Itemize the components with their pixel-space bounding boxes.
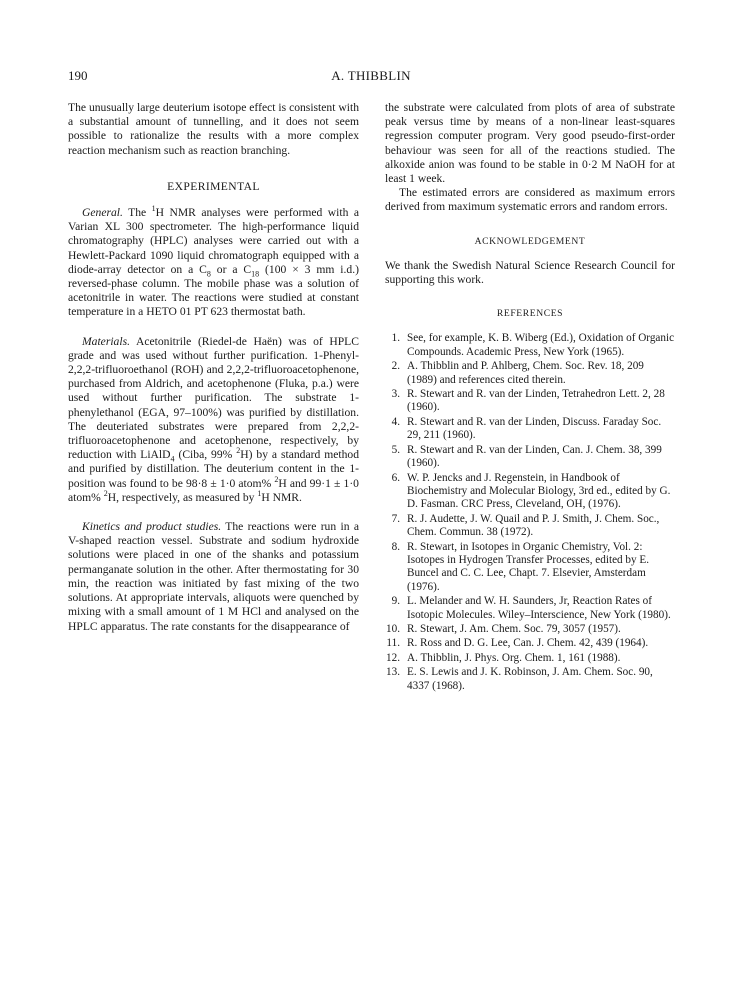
reference-item xyxy=(385,388,675,415)
kinetics-text: The reactions were run in a V-shaped reaction vessel. Substrate and sodium hydroxide solutions were placed in one of the shanks and potassium permanganate solution in the other. After thermostating for 30 min, the reaction was initiated by fast mixing of the two solutions. At appropriate intervals, aliquots were quenched by mixing with a small amount of 1 M HCl and analysed on the HPLC apparatus. The rate constants for the disappearance of xyxy=(68,520,359,633)
right-column xyxy=(385,101,675,694)
left-column xyxy=(68,101,359,634)
reference-item xyxy=(385,472,675,512)
materials-runin: Materials. xyxy=(82,334,130,348)
general-text: The xyxy=(122,206,152,220)
reference-number: 10. xyxy=(386,622,400,635)
reference-number: 6. xyxy=(391,471,400,484)
running-head: A. THIBBLIN xyxy=(331,68,411,83)
acknowledgement-text: We thank the Swedish Natural Science Research Council for supporting this work. xyxy=(385,258,675,287)
intro-paragraph: The unusually large deuterium isotope effect is consistent with a substantial amount of tunnelling, and it does not seem possible to rationalize the results with a more complex reaction mechanism such as reaction branching. xyxy=(68,101,359,157)
reference-item xyxy=(385,666,675,693)
reference-text: R. Stewart and R. van der Linden, Can. J. Chem. 38, 399 (1960). xyxy=(407,443,662,470)
reference-text: R. Stewart and R. van der Linden, Tetrahedron Lett. 2, 28 (1960). xyxy=(407,388,665,414)
errors-paragraph: The estimated errors are considered as maximum errors derived from maximum systematic errors and random errors. xyxy=(385,186,675,214)
subscript: 18 xyxy=(251,269,260,279)
reference-item xyxy=(385,541,675,595)
materials-text: Acetonitrile (Riedel-de Haën) was of HPLC grade and was used without further purification. 1-Phenyl-2,2,2-trifluoroethanol (ROH) and 2,2,2-trifluoroacetophenone, purchased from Aldrich, and acetophenone (Fluka, p.a.) were used without further purification. The substrate 1-phenylethanol (EGA, 97–100%) was purified by distillation. The deuteriated substrates were prepared from 2,2,2-trifluoroacetophenone and acetophenone, respectively, by reduction with LiAlD xyxy=(68,334,359,462)
reference-item xyxy=(385,332,675,359)
reference-item xyxy=(385,637,675,650)
kinetics-runin: Kinetics and product studies. xyxy=(82,520,222,534)
acknowledgement-heading: ACKNOWLEDGEMENT xyxy=(474,235,586,247)
subscript: 4 xyxy=(170,454,175,464)
reference-item xyxy=(385,444,675,471)
reference-item xyxy=(385,652,675,665)
reference-text: W. P. Jencks and J. Regenstein, in Handbook of Biochemistry and Molecular Biology, 3rd ed., edited by G. D. Fasman. CRC Press, Cleveland, OH, (1976). xyxy=(407,471,671,511)
reference-text: L. Melander and W. H. Saunders, Jr, Reaction Rates of Isotopic Molecules. Wiley–Interscience, New York (1980). xyxy=(407,595,671,621)
page-number: 190 xyxy=(68,68,88,83)
reference-text: R. Stewart and R. van der Linden, Discuss. Faraday Soc. 29, 211 (1960). xyxy=(407,415,662,442)
general-paragraph xyxy=(68,206,359,320)
superscript: 2 xyxy=(274,474,279,484)
reference-text: See, for example, K. B. Wiberg (Ed.), Oxidation of Organic Compounds. Academic Press, New York (1965). xyxy=(407,332,675,358)
materials-paragraph xyxy=(68,335,359,505)
page-header xyxy=(68,68,674,88)
superscript: 2 xyxy=(236,446,241,456)
reference-number: 2. xyxy=(391,360,400,373)
reference-text: A. Thibblin and P. Ahlberg, Chem. Soc. Rev. 18, 209 (1989) and references cited therein. xyxy=(407,360,644,386)
continuation-paragraph: the substrate were calculated from plots of area of substrate peak versus time by means of a non-linear least-squares regression computer program. Very good pseudo-first-order behaviour was seen for all of the reactions studied. The alkoxide anion was found to be stable in 0·2 M NaOH for at least 1 week. xyxy=(385,101,675,186)
reference-number: 5. xyxy=(391,443,400,456)
superscript: 2 xyxy=(103,489,108,499)
general-text: H NMR analyses were performed with a Varian XL 300 spectrometer. The high-performance liquid chromatography (HPLC) analyses were carried out with a Hewlett-Packard 1090 liquid chromatograph equipped with a diode-array detector on a C xyxy=(68,206,359,276)
reference-item xyxy=(385,595,675,622)
reference-number: 8. xyxy=(391,540,400,553)
general-runin: General. xyxy=(82,206,123,220)
reference-item xyxy=(385,623,675,636)
reference-item xyxy=(385,416,675,443)
materials-text: H) by a standard method and purified by distillation. The deuterium content in the 1-position was found to be 98·8 ± 1·0 atom% xyxy=(68,448,359,490)
kinetics-paragraph xyxy=(68,520,359,634)
subscript: 8 xyxy=(206,269,211,279)
materials-text: (Ciba, 99% xyxy=(174,448,237,462)
reference-number: 4. xyxy=(391,415,400,428)
reference-number: 12. xyxy=(386,651,400,664)
materials-text: H NMR. xyxy=(261,490,302,504)
reference-text: R. J. Audette, J. W. Quail and P. J. Smith, J. Chem. Soc., Chem. Commun. 38 (1972). xyxy=(407,512,660,539)
general-text: or a C xyxy=(210,262,252,276)
reference-number: 13. xyxy=(386,666,400,679)
reference-text: R. Stewart, J. Am. Chem. Soc. 79, 3057 (1957). xyxy=(407,622,621,635)
reference-item xyxy=(385,360,675,387)
reference-text: R. Ross and D. G. Lee, Can. J. Chem. 42, 439 (1964). xyxy=(407,637,649,650)
reference-number: 11. xyxy=(386,637,400,650)
reference-number: 1. xyxy=(391,332,400,345)
reference-number: 9. xyxy=(391,595,400,608)
reference-number: 3. xyxy=(391,388,400,401)
reference-text: A. Thibblin, J. Phys. Org. Chem. 1, 161 (1988). xyxy=(407,651,621,664)
reference-number: 7. xyxy=(391,512,400,525)
materials-text: H and 99·1 ± 1·0 atom% xyxy=(68,476,359,504)
references-heading: REFERENCES xyxy=(496,308,564,320)
general-text: (100 × 3 mm i.d.) reversed-phase column. The mobile phase was a solution of acetonitrile in water. The reactions were studied at constant temperature in a HETO 01 PT 623 thermostat bath. xyxy=(68,262,359,319)
superscript: 1 xyxy=(151,204,156,214)
reference-text: E. S. Lewis and J. K. Robinson, J. Am. Chem. Soc. 90, 4337 (1968). xyxy=(407,666,653,692)
superscript: 1 xyxy=(257,489,262,499)
reference-item xyxy=(385,513,675,540)
experimental-heading: EXPERIMENTAL xyxy=(167,179,260,193)
references-list xyxy=(385,332,675,693)
reference-text: R. Stewart, in Isotopes in Organic Chemistry, Vol. 2: Isotopes in Hydrogen Transfer Processes, edited by E. Buncel and C. C. Lee, Chapt. 7. Elsevier, Amsterdam (1976). xyxy=(407,540,650,593)
materials-text: H, respectively, as measured by xyxy=(107,490,258,504)
